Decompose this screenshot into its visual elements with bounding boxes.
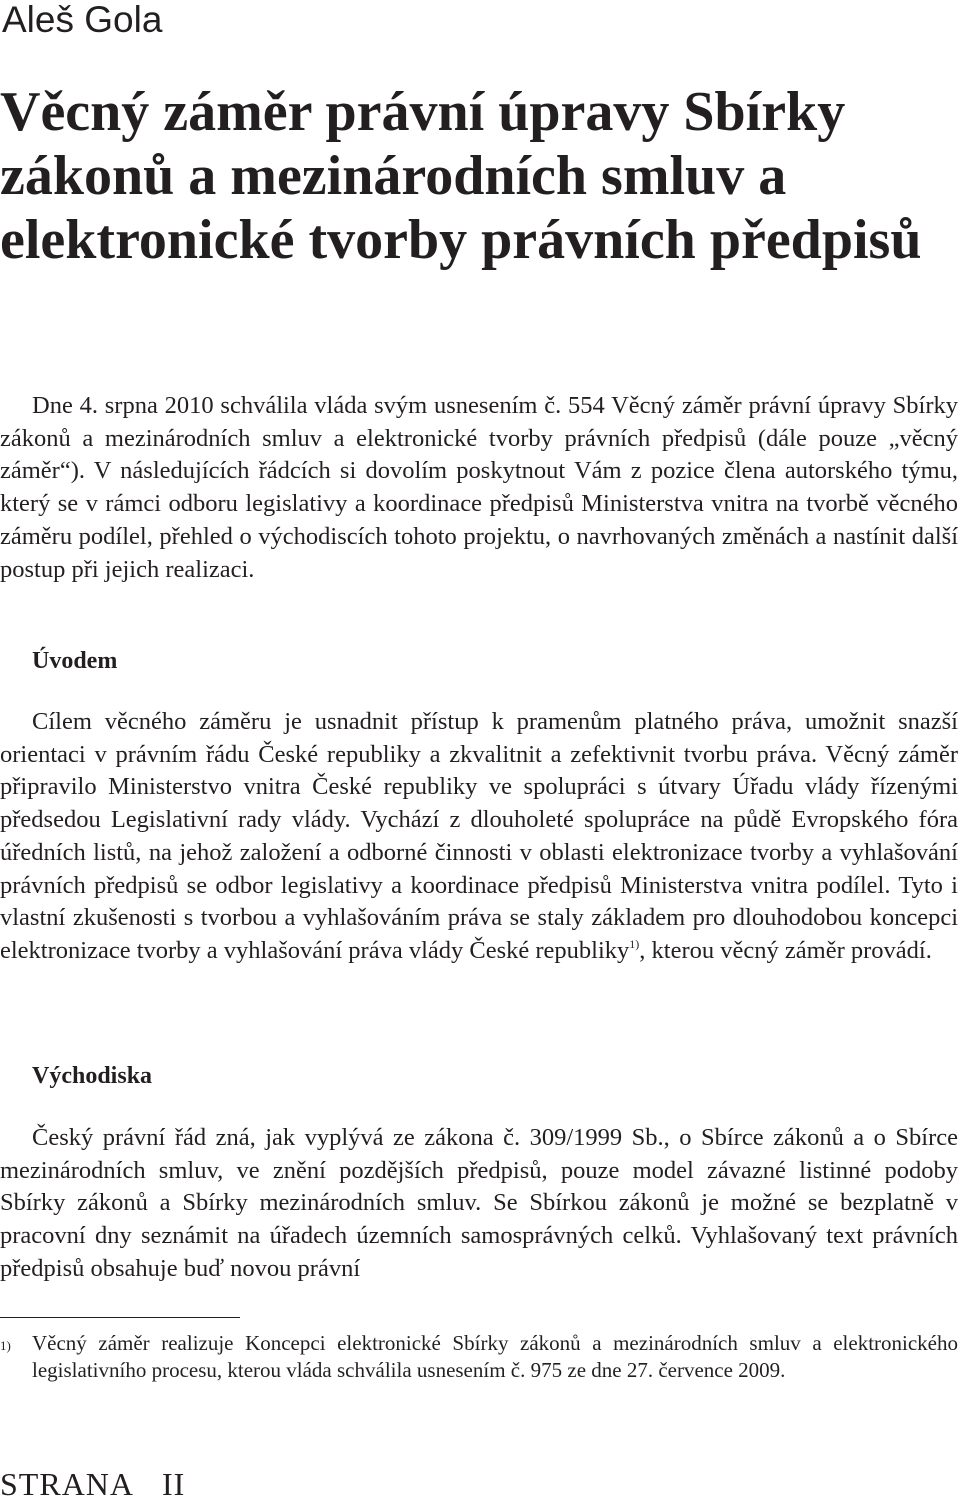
footnote-number: 1) (0, 1338, 11, 1353)
author-name: Aleš Gola (2, 0, 163, 40)
page-label (0, 1466, 185, 1502)
footnote-divider (0, 1317, 240, 1318)
section-text-uvodem: Cílem věcného záměru je usnadnit přístup k pramenům platného práva, umožnit snazší orientaci v právním řádu České republiky a zkvalitnit a zefektivnit tvorbu práva. Věcný záměr připravilo Ministerstvo vnitra České republiky ve spolupráci s útvary Úřadu vlády řízenými předsedou Legislativní rady vlády. Vychází z dlouholeté spolupráce na půdě Evropského fóra úředních listů, na jehož založení a odborné činnosti v oblasti elektronizace tvorby a vyhlašování právních předpisů se odbor legislativy a koordinace předpisů Ministerstva vnitra podílel. Tyto i vlastní zkušenosti s tvorbou a vyhlašováním práva se staly základem pro dlouhodobou koncepci elektronizace tvorby a vyhlašování práva vlády České republiky (0, 708, 958, 964)
section-text-uvodem-end: , kterou věcný záměr provádí. (639, 936, 932, 964)
page-label-word: STRANA (0, 1466, 135, 1502)
intro-paragraph: Dne 4. srpna 2010 schválila vláda svým usnesením č. 554 Věcný záměr právní úpravy Sbírky zákonů a mezinárodních smluv a elektronické tvorby právních předpisů (dále pouze „věcný záměr“). V následujících řádcích si dovolím poskytnout Vám z pozice člena autorského týmu, který se v rámci odboru legislativy a koordinace předpisů Ministerstva vnitra na tvorbě věcného záměru podílel, přehled o východiscích tohoto projektu, o navrhovaných změnách a nastínit další postup při jejich realizaci. (0, 392, 958, 583)
article-title: Věcný záměr právní úpravy Sbírky zákonů a mezinárodních smluv a elektronické tvorby právních předpisů (0, 81, 922, 271)
footnote (0, 1330, 958, 1384)
page-number: II (162, 1466, 186, 1502)
section-paragraph-uvodem (0, 706, 958, 968)
section-heading-uvodem: Úvodem (32, 648, 118, 674)
footnote-text: Věcný záměr realizuje Koncepci elektronické Sbírky zákonů a mezinárodních smluv a elektronického legislativního procesu, kterou vláda schválila usnesením č. 975 ze dne 27. července 2009. (32, 1331, 958, 1382)
section-heading-vychodiska: Východiska (32, 1063, 153, 1089)
footnote-reference: 1) (629, 936, 640, 951)
section-paragraph-vychodiska: Český právní řád zná, jak vyplývá ze zákona č. 309/1999 Sb., o Sbírce zákonů a o Sbírce mezinárodních smluv, ve znění pozdějších předpisů, pouze model závazné listinné podoby Sbírky zákonů a Sbírky mezinárodních smluv. Se Sbírkou zákonů je možné se bezplatně v pracovní dny seznámit na úřadech územních samosprávných celků. Vyhlašovaný text právních předpisů obsahuje buď novou právní (0, 1124, 958, 1282)
